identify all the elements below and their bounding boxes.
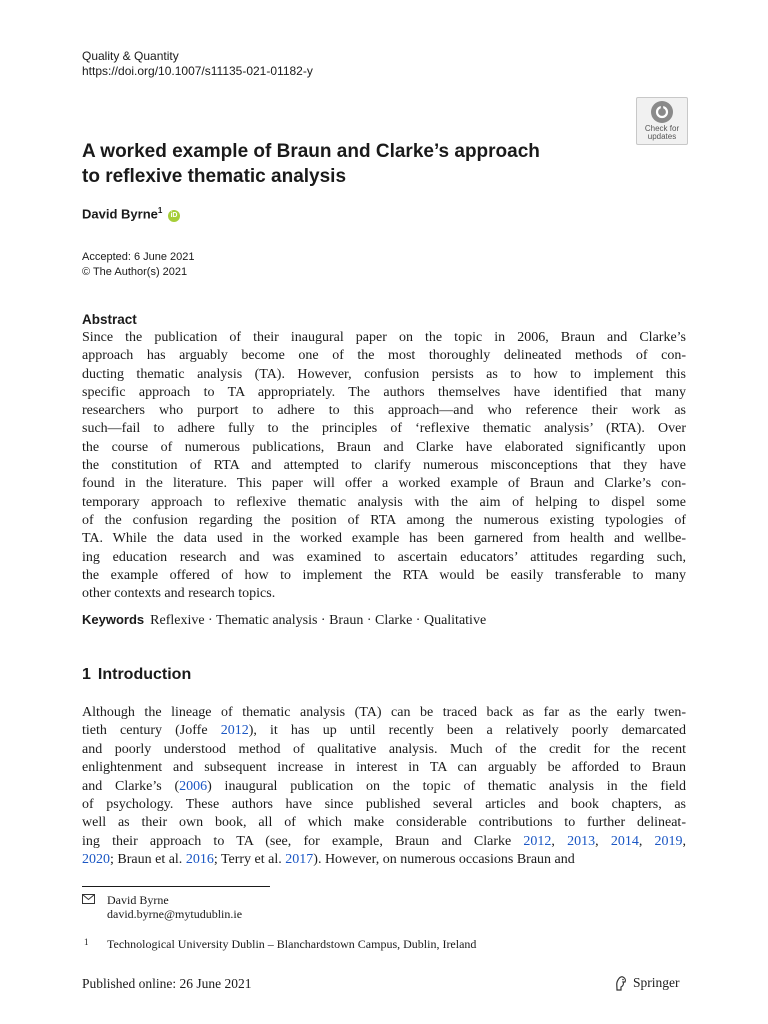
affiliation-text: Technological University Dublin – Blanchardstown Campus, Dublin, Ireland — [107, 937, 477, 951]
keywords-label: Keywords — [82, 612, 145, 627]
citation-link[interactable]: 2012 — [220, 723, 249, 739]
intro-line: of psychology. These authors have since published several articles and book chapters, as — [82, 797, 686, 813]
intro-line: ing their approach to TA (see, for example, Braun and Clarke 2012, 2013, 2014, 2019, — [82, 833, 687, 849]
citation-link[interactable]: 2012 — [523, 833, 552, 849]
abstract-line: the course of numerous publications, Braun and Clarke have elaborated significantly upon — [82, 439, 686, 455]
abstract-line: the constitution of RTA and attempted to clarify numerous misconceptions that they have — [82, 458, 686, 474]
citation-link[interactable]: 2014 — [610, 833, 639, 849]
abstract-line: other contexts and research topics. — [82, 586, 276, 602]
abstract-text — [82, 329, 686, 603]
paper-title — [82, 139, 622, 189]
intro-line: well as their own book, all of which make considerable contributions to further delineat- — [82, 815, 686, 831]
footnote-rule — [82, 886, 270, 887]
crossmark-icon — [651, 101, 673, 123]
citation-link[interactable]: 2006 — [179, 778, 208, 794]
citation-link[interactable]: 2013 — [567, 833, 596, 849]
title-line-1: A worked example of Braun and Clarke’s approach — [82, 141, 540, 162]
abstract-line: TA. While the data used in the worked example has been garnered from health and wellbe- — [82, 531, 686, 547]
published-online: Published online: 26 June 2021 — [82, 976, 252, 991]
doi-link[interactable]: https://doi.org/10.1007/s11135-021-01182-y — [82, 64, 313, 78]
dates-block — [82, 250, 195, 280]
abstract-line: the example offered of how to implement the RTA would be easily transferable to many — [82, 567, 686, 583]
journal-header — [82, 49, 313, 79]
intro-line: and Clarke’s (2006) inaugural publication on the topic of thematic analysis in the field — [82, 778, 686, 794]
abstract-line: Since the publication of their inaugural paper on the topic in 2006, Braun and Clarke’s — [82, 330, 686, 345]
affiliation-number: 1 — [84, 937, 89, 947]
badge-line-2: updates — [647, 132, 677, 141]
affiliation-mark: 1 — [157, 206, 163, 215]
intro-line: tieth century (Joffe 2012), it has up until recently been a relatively poorly demarcated — [82, 723, 687, 739]
abstract-line: approach has arguably become one of the most thoroughly delineated methods of con- — [82, 348, 686, 364]
citation-link[interactable]: 2016 — [185, 852, 214, 868]
publisher-name: Springer — [633, 975, 680, 990]
section-heading — [82, 666, 191, 684]
abstract-line: such—fail to adhere fully to the principles of ‘reflexive thematic analysis’ (RTA). Over — [82, 421, 686, 437]
citation-link[interactable]: 2020 — [82, 852, 110, 868]
keywords — [82, 612, 486, 629]
section-title: Introduction — [97, 666, 192, 683]
citation-link[interactable]: 2017 — [285, 852, 314, 868]
springer-logo — [613, 975, 680, 991]
orcid-icon[interactable]: iD — [168, 210, 180, 222]
springer-horse-icon — [613, 975, 629, 991]
citation-link[interactable]: 2019 — [654, 833, 683, 849]
accepted-date: Accepted: 6 June 2021 — [82, 251, 195, 263]
abstract-heading: Abstract — [82, 312, 137, 327]
title-line-2: to reflexive thematic analysis — [82, 166, 347, 187]
abstract-line: ing education research and was examined to ascertain educators’ attitudes regarding such, — [82, 549, 686, 565]
check-for-updates-badge[interactable] — [636, 97, 688, 145]
intro-line: and poorly understood method of qualitative analysis. Much of the credit for the recent — [82, 741, 686, 757]
section-number: 1 — [82, 666, 91, 683]
abstract-line: temporary approach to reflexive thematic analysis with the aim of helping to dispel some — [82, 494, 686, 510]
abstract-line: of the confusion regarding the position of RTA among the numerous existing typologies of — [82, 512, 686, 528]
abstract-line: found in the literature. This paper will offer a worked example of Braun and Clarke’s con- — [82, 476, 686, 492]
keywords-text: Reflexive · Thematic analysis · Braun · Clarke · Qualitative — [150, 613, 487, 628]
intro-line: 2020; Braun et al. 2016; Terry et al. 2017). However, on numerous occasions Braun and — [82, 852, 575, 868]
journal-name: Quality & Quantity — [82, 49, 179, 63]
author-name: David Byrne — [82, 206, 158, 222]
contact-email[interactable]: david.byrne@mytudublin.ie — [107, 907, 243, 921]
intro-paragraph — [82, 704, 686, 870]
abstract-line: specific approach to TA appropriately. The authors themselves have identified that many — [82, 384, 686, 400]
abstract-line: ducting thematic analysis (TA). However, confusion persists as to how to implement this — [82, 366, 686, 382]
contact-name: David Byrne — [107, 893, 169, 907]
intro-line: enlightenment and subsequent increase in interest in TA can arguably be afforded to Braun — [82, 760, 686, 776]
copyright: © The Author(s) 2021 — [82, 266, 188, 278]
intro-line: Although the lineage of thematic analysis (TA) can be traced back as far as the early twen- — [82, 705, 686, 720]
badge-line-1: Check for — [644, 124, 680, 133]
envelope-icon — [82, 894, 95, 904]
author — [82, 206, 180, 222]
badge-text — [645, 125, 679, 141]
abstract-line: researchers who purport to adhere to this approach—and who reference their work as — [82, 403, 686, 419]
